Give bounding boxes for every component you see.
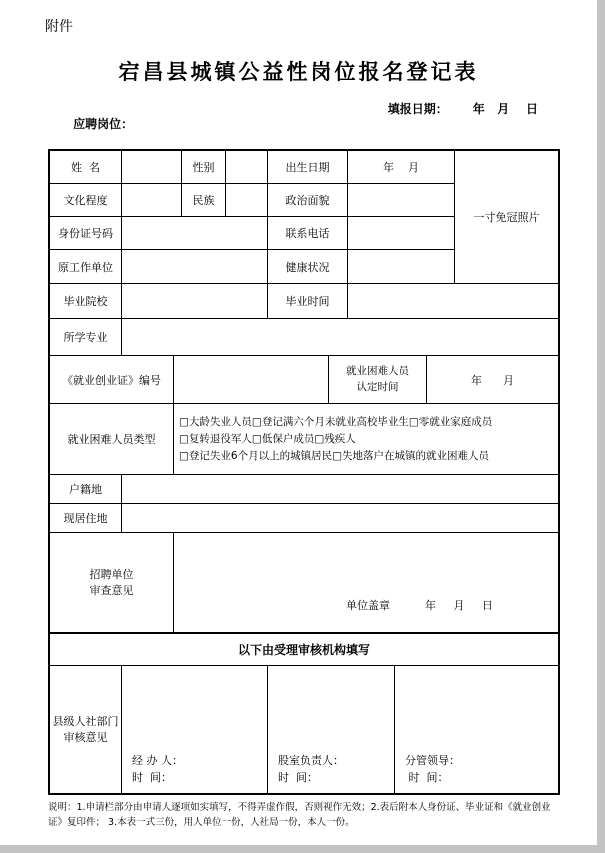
- table-row: [50, 404, 558, 475]
- phone-field[interactable]: [348, 217, 454, 249]
- current-residence-label: 现居住地: [50, 504, 122, 532]
- gender-field[interactable]: [226, 151, 268, 183]
- table-row: [50, 151, 454, 184]
- section-chief-label: 股室负责人：: [278, 753, 344, 767]
- phone-label: 联系电话: [268, 217, 348, 249]
- health-field[interactable]: [348, 250, 454, 283]
- footnote: 说明：1.申请栏部分由申请人逐项如实填写，不得弄虚作假，否则视作无效；2.表后附本人身份证、毕业证和《就业创业证》复印件； 3.本表一式三份，用人单位一份，人社局一份，本人一份。: [48, 802, 551, 829]
- table-row: [50, 217, 454, 250]
- leader-cell[interactable]: [395, 666, 558, 793]
- employer-review-area[interactable]: [174, 533, 558, 632]
- employer-review-label: 招聘单位 审查意见: [50, 533, 174, 632]
- id-number-label: 身份证号码: [50, 217, 122, 249]
- registration-table: [48, 149, 560, 795]
- review-section-header: 以下由受理审核机构填写: [237, 643, 370, 657]
- ethnicity-field[interactable]: [226, 184, 268, 216]
- table-row: [50, 250, 454, 283]
- section-chief-cell[interactable]: [268, 666, 395, 793]
- graduation-time-label: 毕业时间: [268, 284, 348, 318]
- section-chief-time-label: 时 间：: [278, 771, 318, 785]
- difficulty-type-option-line: □登记失业6个月以上的城镇居民□失地落户在城镇的就业困难人员: [179, 449, 490, 462]
- table-row: [50, 666, 558, 793]
- table-row: [50, 475, 558, 504]
- basic-info-section: [50, 151, 558, 284]
- education-label: 文化程度: [50, 184, 122, 216]
- handler-label: 经 办 人：: [132, 753, 183, 767]
- attachment-label: 附件: [45, 19, 73, 35]
- former-employer-label: 原工作单位: [50, 250, 122, 283]
- table-row: [50, 356, 558, 404]
- table-row: [50, 184, 454, 217]
- photo-placeholder: 一寸免冠照片: [473, 211, 540, 224]
- health-label: 健康状况: [268, 250, 348, 283]
- employer-seal-text: 单位盖章 年 月 日: [346, 599, 493, 612]
- id-number-field[interactable]: [122, 217, 268, 249]
- leader-label: 分管领导：: [405, 753, 460, 767]
- current-residence-field[interactable]: [122, 504, 558, 532]
- fill-date-label: 填报日期： 年 月 日: [387, 102, 538, 116]
- household-registration-field[interactable]: [122, 475, 558, 503]
- cert-number-field[interactable]: [174, 356, 329, 403]
- difficulty-type-option-line: □复转退役军人□低保户成员□残疾人: [179, 432, 356, 445]
- education-field[interactable]: [122, 184, 182, 216]
- difficulty-type-option-line: □大龄失业人员□登记满六个月未就业高校毕业生□零就业家庭成员: [179, 415, 493, 428]
- difficulty-type-options[interactable]: [174, 404, 558, 474]
- gender-label: 性别: [182, 151, 226, 183]
- leader-time-label: 时 间：: [405, 771, 449, 785]
- form-subheader: [48, 100, 560, 146]
- graduate-school-label: 毕业院校: [50, 284, 122, 318]
- position-applied-field[interactable]: [133, 114, 253, 128]
- table-row: [50, 284, 558, 319]
- former-employer-field[interactable]: [122, 250, 268, 283]
- birth-date-label: 出生日期: [268, 151, 348, 183]
- position-applied-label: 应聘岗位：: [73, 117, 134, 131]
- birth-date-value[interactable]: 年 月: [383, 161, 419, 174]
- political-status-label: 政治面貌: [268, 184, 348, 216]
- table-row: [50, 634, 558, 666]
- handler-cell[interactable]: [122, 666, 268, 793]
- major-field[interactable]: [122, 319, 558, 355]
- table-row: [50, 533, 558, 634]
- political-status-field[interactable]: [348, 184, 454, 216]
- graduation-time-field[interactable]: [348, 284, 558, 318]
- table-row: [50, 319, 558, 356]
- name-field[interactable]: [122, 151, 182, 183]
- household-registration-label: 户籍地: [50, 475, 122, 503]
- major-label: 所学专业: [50, 319, 122, 355]
- graduate-school-field[interactable]: [122, 284, 268, 318]
- name-label: 姓 名: [50, 151, 122, 183]
- cert-number-label: 《就业创业证》编号: [50, 356, 174, 403]
- ethnicity-label: 民族: [182, 184, 226, 216]
- form-title: 宕昌县城镇公益性岗位报名登记表: [118, 60, 479, 84]
- difficulty-recognition-time-value[interactable]: 年 月: [471, 373, 514, 387]
- difficulty-type-label: 就业困难人员类型: [50, 404, 174, 474]
- difficulty-recognition-time-label: 就业困难人员 认定时间: [329, 356, 427, 403]
- county-hr-review-label: 县级人社部门 审核意见: [50, 666, 122, 793]
- handler-time-label: 时 间：: [132, 771, 172, 785]
- table-row: [50, 504, 558, 533]
